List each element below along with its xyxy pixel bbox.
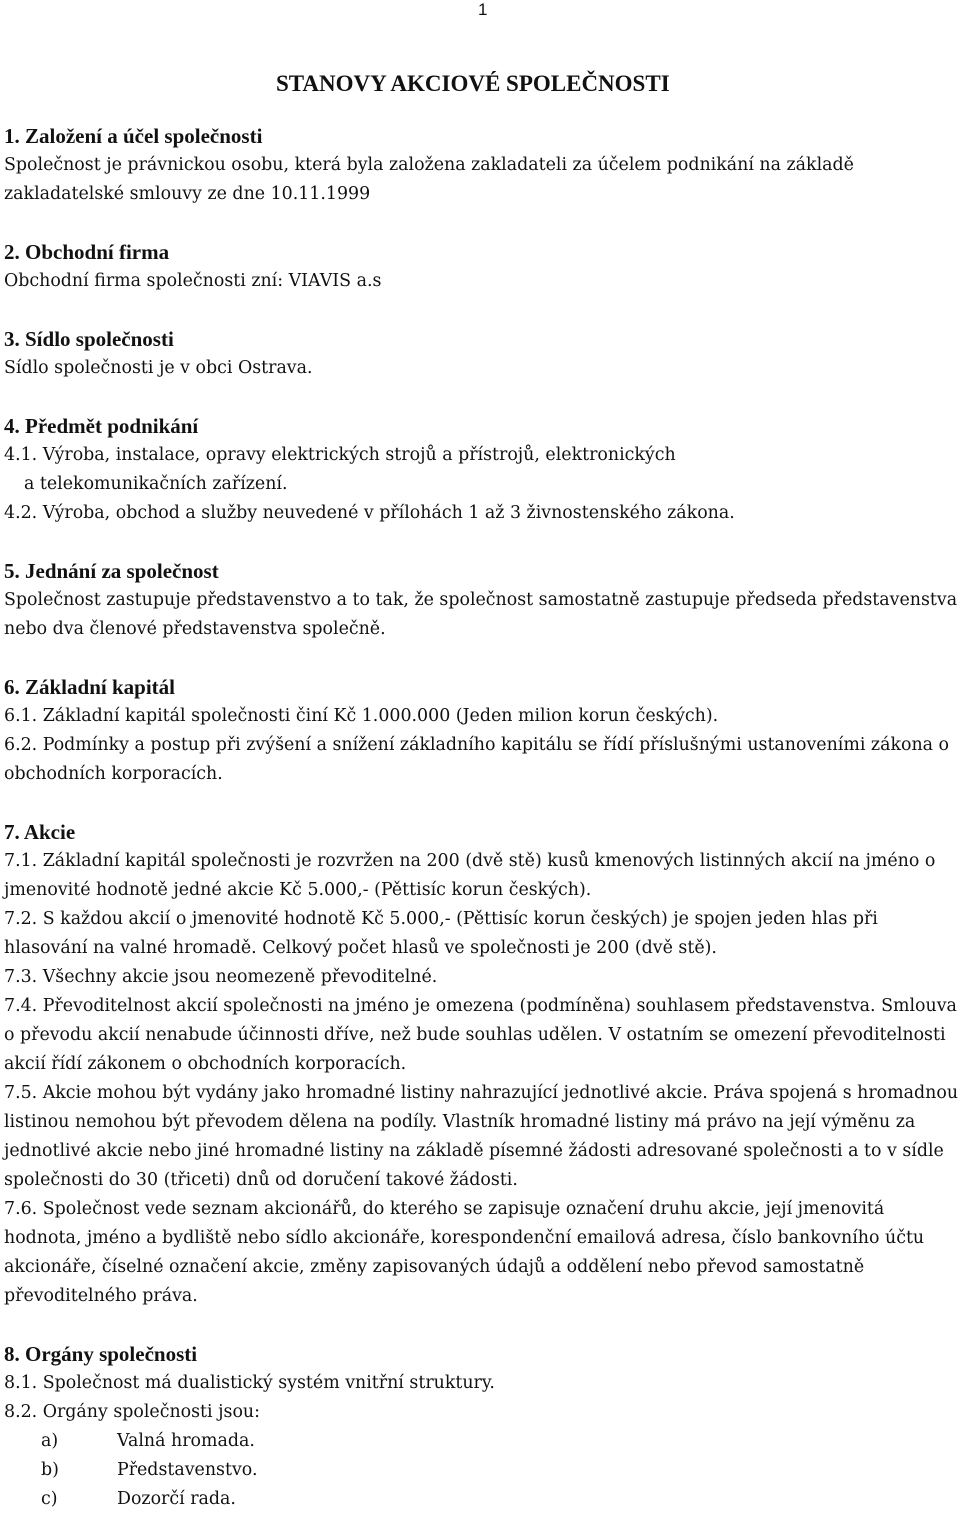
paragraph: 7.2. S každou akcií o jmenovité hodnotě Kč 5.000,- (Pěttisíc korun českých) je spojen jeden hlas při hlasování na valné hromadě. Celkový počet hlasů ve společnosti je 200 (dvě stě). (4, 909, 878, 958)
section-business-name (4, 238, 960, 296)
list-marker: a) (41, 1431, 59, 1451)
page-number: 1 (478, 0, 488, 19)
section-heading: 4. Předmět podnikání (4, 414, 199, 438)
paragraph: 8.2. Orgány společnosti jsou: (4, 1402, 260, 1422)
section-heading: 1. Založení a účel společnosti (4, 124, 263, 148)
section-heading: 2. Obchodní firma (4, 240, 170, 264)
paragraph: 4.2. Výroba, obchod a služby neuvedené v přílohách 1 až 3 živnostenského zákona. (4, 503, 735, 523)
paragraph: 7.1. Základní kapitál společnosti je rozvržen na 200 (dvě stě) kusů kmenových listinných akcií na jméno o jmenovité hodnotě jedné akcie Kč 5.000,- (Pěttisíc korun českých). (4, 851, 936, 900)
paragraph: 8.1. Společnost má dualistický systém vnitřní struktury. (4, 1373, 495, 1393)
section-business-activity (4, 412, 960, 528)
section-heading: 8. Orgány společnosti (4, 1342, 198, 1366)
section-shares (4, 818, 960, 1311)
paragraph: Obchodní firma společnosti zní: VIAVIS a.s (4, 271, 382, 291)
list-marker: c) (41, 1489, 58, 1509)
paragraph: 7.6. Společnost vede seznam akcionářů, do kterého se zapisuje označení druhu akcie, její jmenovitá hodnota, jméno a bydliště nebo sídlo akcionáře, korespondenční emailová adresa, číslo bankovního účtu akcionáře, číselné označení akcie, změny zapisovaných údajů a oddělení nebo převod samostatně převoditelného práva. (4, 1199, 925, 1306)
list-item (4, 1456, 960, 1485)
list-item-text: Valná hromada. (117, 1431, 255, 1451)
paragraph: Sídlo společnosti je v obci Ostrava. (4, 358, 313, 378)
list-marker: b) (41, 1460, 59, 1480)
list-item-text: Představenstvo. (117, 1460, 258, 1480)
paragraph: 4.1. Výroba, instalace, opravy elektrických strojů a přístrojů, elektronických (4, 445, 676, 465)
section-founding (4, 122, 960, 209)
section-heading: 6. Základní kapitál (4, 675, 175, 699)
paragraph: 6.1. Základní kapitál společnosti činí Kč 1.000.000 (Jeden milion korun českých). (4, 706, 719, 726)
list-item (4, 1427, 960, 1456)
section-representation (4, 557, 960, 644)
paragraph: 7.4. Převoditelnost akcií společnosti na jméno je omezena (podmíněna) souhlasem představenstva. Smlouva o převodu akcií nenabude účinnosti dříve, než bude souhlas udělen. V ostatním se omezení převoditelnosti akcií řídí zákonem o obchodních korporacích. (4, 996, 957, 1074)
document-title: STANOVY AKCIOVÉ SPOLEČNOSTI (276, 71, 670, 96)
paragraph: Společnost je právnickou osobu, která byla založena zakladateli za účelem podnikání na základě zakladatelské smlouvy ze dne 10.11.1999 (4, 155, 854, 204)
paragraph: 7.3. Všechny akcie jsou neomezeně převoditelné. (4, 967, 438, 987)
list-item (4, 1485, 960, 1514)
paragraph: Společnost zastupuje představenstvo a to tak, že společnost samostatně zastupuje předseda představenstva nebo dva členové představenstva společně. (4, 590, 958, 639)
section-heading: 5. Jednání za společnost (4, 559, 219, 583)
list-item-text: Dozorčí rada. (117, 1489, 236, 1509)
section-seat (4, 325, 960, 383)
paragraph: 6.2. Podmínky a postup při zvýšení a snížení základního kapitálu se řídí příslušnými ustanoveními zákona o obchodních korporacích. (4, 735, 950, 784)
section-heading: 7. Akcie (4, 820, 76, 844)
section-bodies (4, 1340, 960, 1514)
paragraph: 7.5. Akcie mohou být vydány jako hromadné listiny nahrazující jednotlivé akcie. Práva spojená s hromadnou listinou nemohou být převodem dělena na podíly. Vlastník hromadné listiny má právo na její výměnu za jednotlivé akcie nebo jiné hromadné listiny na základě písemné žádosti adresované společnosti a to v sídle společnosti do 30 (třiceti) dnů od doručení takové žádosti. (4, 1083, 959, 1190)
document-body (4, 122, 960, 1514)
paragraph: a telekomunikačních zařízení. (24, 474, 288, 494)
section-share-capital (4, 673, 960, 789)
section-heading: 3. Sídlo společnosti (4, 327, 174, 351)
